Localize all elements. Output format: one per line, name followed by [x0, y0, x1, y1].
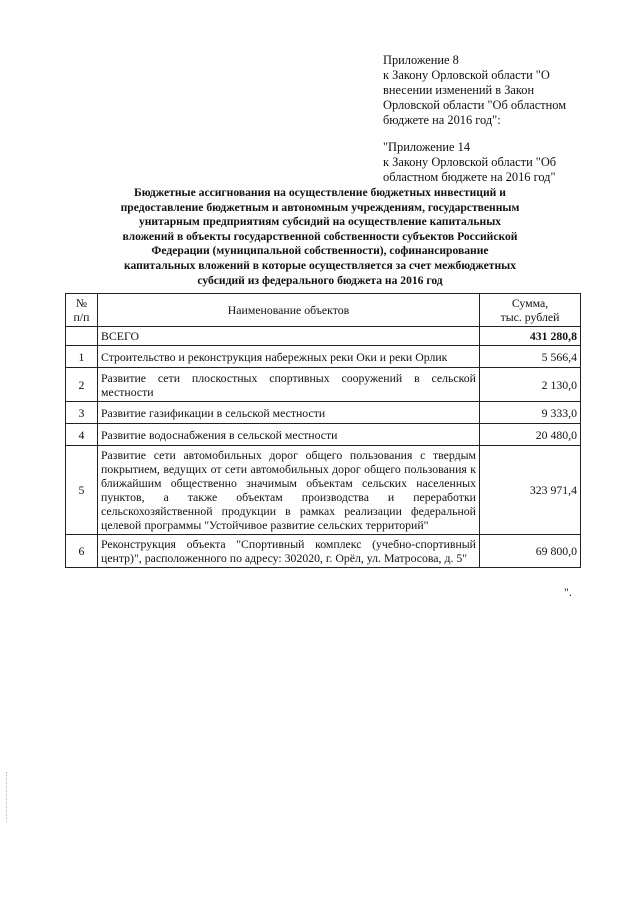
row-num: 6: [66, 535, 98, 568]
appendix-spacer: [383, 128, 581, 140]
title-line: предоставление бюджетным и автономным учреждениям, государственным: [120, 200, 520, 214]
row-sum: 2 130,0: [480, 368, 581, 402]
title-line: Бюджетные ассигнования на осуществление бюджетных инвестиций и: [134, 186, 506, 199]
row-num: 1: [66, 346, 98, 368]
total-sum: 431 280,8: [480, 327, 581, 346]
closing-quote-mark: ".: [564, 585, 572, 599]
table-row: [66, 535, 581, 568]
row-name: Развитие газификации в сельской местности: [98, 402, 480, 424]
table-row: [66, 446, 581, 535]
header-num-line1: №: [75, 296, 88, 310]
row-sum: 69 800,0: [480, 535, 581, 568]
row-name: Строительство и реконструкция набережных реки Оки и реки Орлик: [98, 346, 480, 368]
document-title: [92, 186, 548, 288]
title-line: вложений в объекты государственной собственности субъектов Российской: [122, 229, 518, 243]
appendix-line: к Закону Орловской области "О: [383, 68, 550, 82]
title-line: унитарным предприятиям субсидий на осуществление капитальных: [138, 215, 502, 229]
title-line: Федерации (муниципальной собственности), софинансирование: [151, 244, 489, 258]
total-label: ВСЕГО: [98, 327, 480, 346]
header-num-line2: п/п: [73, 310, 90, 324]
header-num: [66, 294, 98, 327]
appendix-line: бюджете на 2016 год":: [383, 113, 501, 127]
appendix-header: [383, 53, 581, 185]
appendix-line: Приложение 8: [383, 53, 459, 67]
scan-edge-marks: [6, 772, 8, 822]
row-name: Развитие сети плоскостных спортивных сооружений в сельской местности: [98, 368, 480, 402]
table-row: [66, 346, 581, 368]
appendix-line: к Закону Орловской области "Об: [383, 155, 557, 169]
row-sum: 5 566,4: [480, 346, 581, 368]
total-num-cell: [66, 327, 98, 346]
appendix-line: областном бюджете на 2016 год": [383, 170, 556, 184]
appendix-line: "Приложение 14: [383, 140, 471, 154]
appendix-line: Орловской области "Об областном: [383, 98, 567, 112]
table-row-total: [66, 327, 581, 346]
table-row: [66, 368, 581, 402]
header-sum-line1: Сумма,: [511, 296, 549, 310]
row-name: Развитие водоснабжения в сельской местности: [98, 424, 480, 446]
title-line: субсидий из федерального бюджета на 2016 год: [197, 273, 443, 287]
table-row: [66, 424, 581, 446]
row-sum: 9 333,0: [480, 402, 581, 424]
table-header-row: [66, 294, 581, 327]
appendix-line: внесении изменений в Закон: [383, 83, 535, 97]
row-num: 5: [66, 446, 98, 535]
title-line: капитальных вложений в которые осуществляется за счет межбюджетных: [124, 258, 516, 272]
row-num: 2: [66, 368, 98, 402]
header-name: Наименование объектов: [98, 294, 480, 327]
row-num: 4: [66, 424, 98, 446]
row-num: 3: [66, 402, 98, 424]
header-sum: [480, 294, 581, 327]
table-row: [66, 402, 581, 424]
objects-table: [65, 293, 581, 568]
row-sum: 323 971,4: [480, 446, 581, 535]
row-name: Развитие сети автомобильных дорог общего пользования с твердым покрытием, ведущих от сети автомобильных дорог общего пользования к ближайшим общественно значимым объектам сельских населенных пунктов, а также объектам производства и переработки сельскохозяйственной продукции в рамках реализации федеральной целевой программы "Устойчивое развитие сельских территорий": [98, 446, 480, 535]
header-sum-line2: тыс. рублей: [500, 310, 560, 324]
row-sum: 20 480,0: [480, 424, 581, 446]
row-name: Реконструкция объекта "Спортивный комплекс (учебно-спортивный центр)", расположенного по адресу: 302020, г. Орёл, ул. Матросова, д. 5": [98, 535, 480, 568]
